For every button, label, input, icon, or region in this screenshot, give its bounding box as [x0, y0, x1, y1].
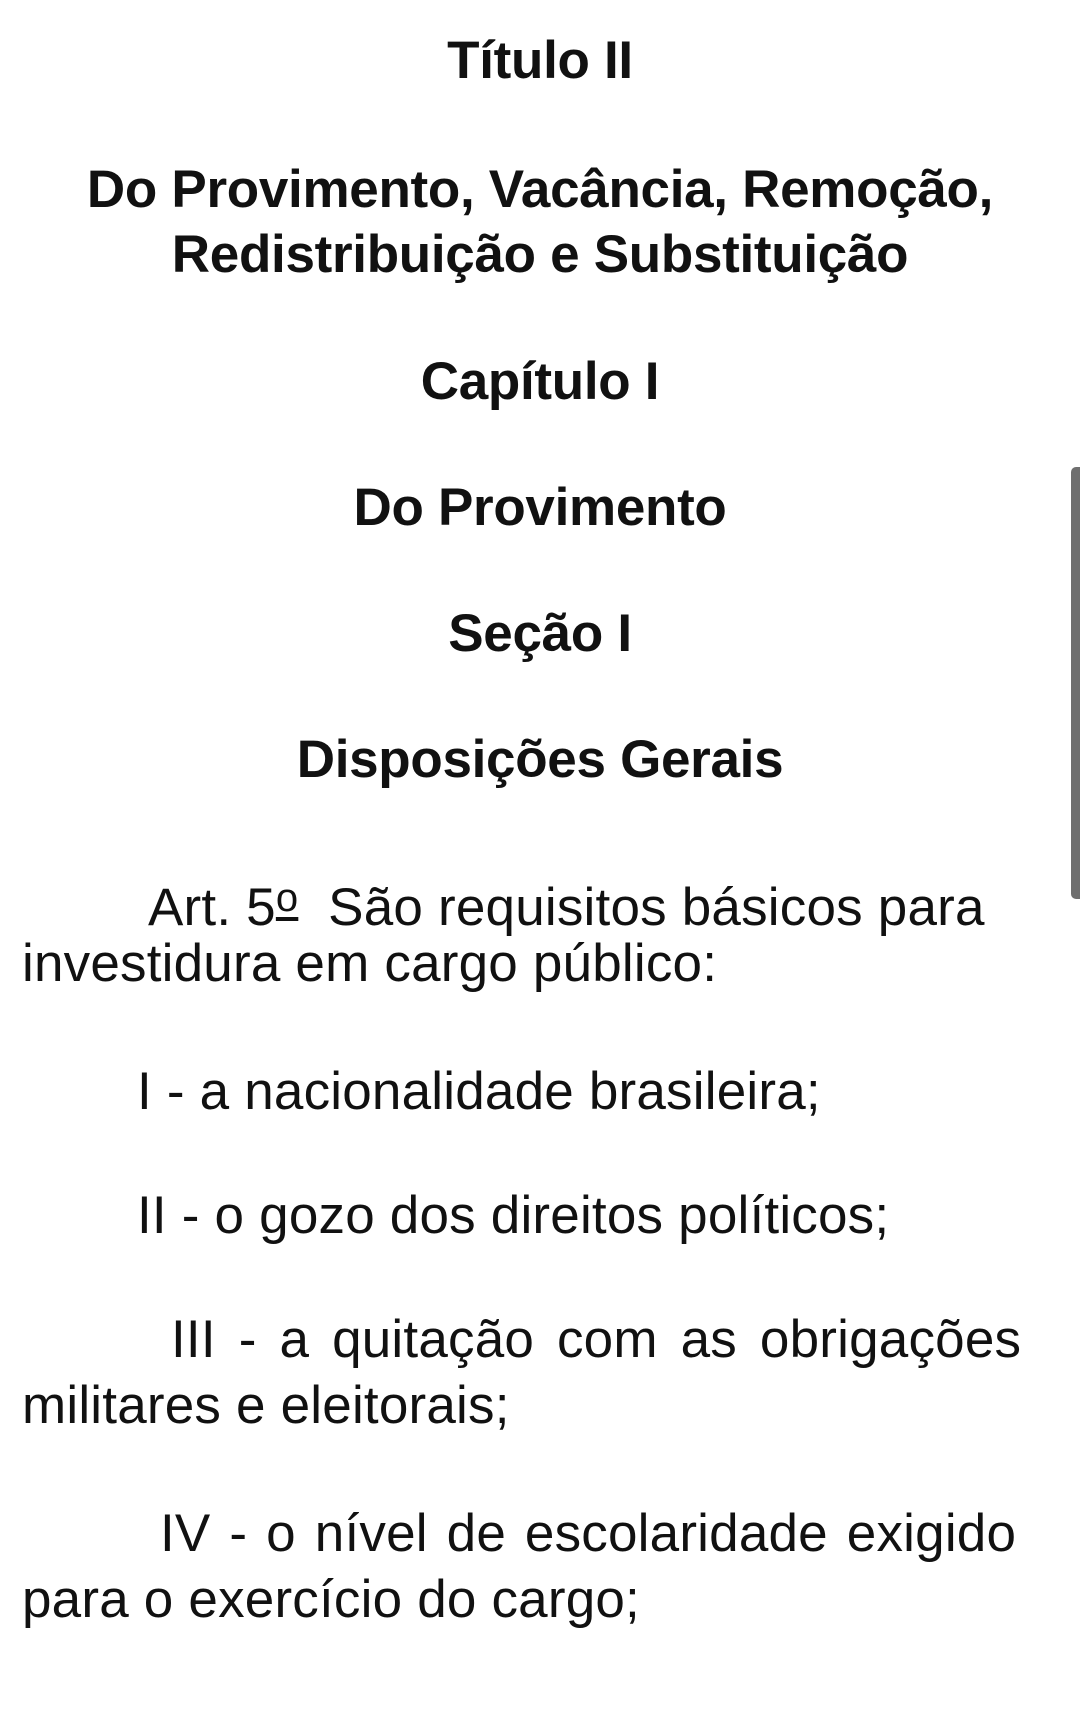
item-iii-line2: militares e eleitorais;	[22, 1376, 510, 1435]
capitulo-heading: Capítulo I	[420, 352, 660, 411]
article-ordinal: o	[275, 876, 299, 920]
capitulo-subtitle: Do Provimento	[353, 478, 727, 537]
article-text-line2: investidura em cargo público:	[22, 934, 718, 993]
item-iv-line1: IV - o nível de escolaridade exigido	[160, 1504, 1017, 1563]
vertical-scrollbar[interactable]	[1071, 467, 1080, 899]
titulo-subtitle-line1: Do Provimento, Vacância, Remoção,	[86, 160, 994, 219]
article-text-line1: São requisitos básicos para	[328, 878, 985, 937]
item-i: I - a nacionalidade brasileira;	[137, 1062, 821, 1121]
item-iii-line1: III - a quitação com as obrigações	[171, 1310, 1022, 1369]
item-ii: II - o gozo dos direitos políticos;	[137, 1186, 890, 1245]
secao-heading: Seção I	[448, 604, 632, 663]
titulo-subtitle-line2: Redistribuição e Substituição	[171, 225, 909, 284]
titulo-heading: Título II	[447, 31, 633, 90]
secao-subtitle: Disposições Gerais	[296, 730, 784, 789]
article-heading-line	[148, 865, 985, 941]
item-iv-line2: para o exercício do cargo;	[22, 1570, 640, 1629]
article-label: Art. 5	[148, 878, 276, 937]
